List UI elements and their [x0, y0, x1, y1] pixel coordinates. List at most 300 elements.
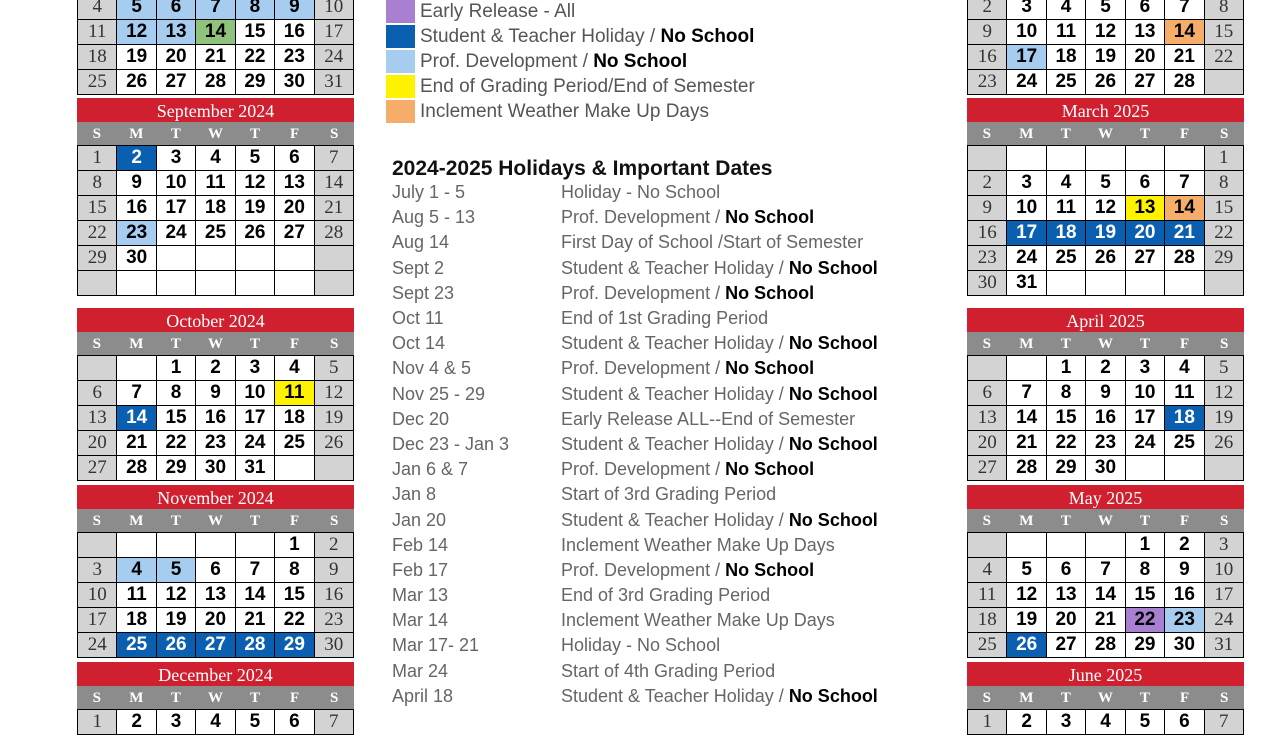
- holiday-row: [392, 331, 932, 356]
- day-cell: 9: [1165, 558, 1204, 583]
- day-cell: 24: [157, 221, 196, 246]
- holiday-date: Mar 17- 21: [392, 635, 480, 656]
- day-grid: [77, 355, 354, 481]
- weekday-label: T: [1140, 690, 1151, 706]
- holiday-text: Start of 4th Grading Period: [561, 660, 776, 681]
- day-cell: 24: [1205, 608, 1244, 633]
- legend-text: [420, 76, 755, 98]
- holiday-text: Prof. Development /: [561, 207, 726, 228]
- day-cell: 2: [315, 533, 354, 558]
- day-cell: 25: [1047, 70, 1086, 95]
- day-cell: [78, 271, 117, 296]
- day-cell: 13: [1126, 20, 1165, 45]
- holiday-description: [561, 308, 932, 329]
- day-cell: 19: [1086, 221, 1125, 246]
- month-calendar: [967, 308, 1244, 481]
- weekday-label: T: [1060, 336, 1071, 352]
- day-cell: 28: [196, 70, 235, 95]
- weekday-label: F: [290, 690, 300, 706]
- holiday-date: Aug 14: [392, 232, 450, 253]
- day-cell: 26: [315, 431, 354, 456]
- day-cell: 13: [275, 171, 314, 196]
- day-cell: 20: [1126, 45, 1165, 70]
- day-cell: 28: [117, 456, 156, 481]
- weekday-label: S: [982, 513, 991, 529]
- weekday-label: W: [1097, 513, 1113, 529]
- holiday-row: [392, 432, 932, 457]
- weekday-label: S: [982, 690, 991, 706]
- holiday-text: Inclement Weather Make Up Days: [561, 610, 835, 631]
- holiday-description: [561, 283, 932, 304]
- day-cell: 22: [275, 608, 314, 633]
- holiday-date: Mar 13: [392, 585, 449, 606]
- weekday-label: S: [330, 513, 339, 529]
- holiday-text: End of 3rd Grading Period: [561, 585, 771, 606]
- month-calendar: [77, 0, 354, 95]
- day-cell: [968, 356, 1007, 381]
- day-cell: 25: [196, 221, 235, 246]
- day-cell: [315, 246, 354, 271]
- weekday-label: F: [1180, 126, 1190, 142]
- day-cell: 23: [1086, 431, 1125, 456]
- holiday-date: Mar 24: [392, 660, 449, 681]
- day-cell: 12: [1086, 196, 1125, 221]
- day-cell: 3: [157, 146, 196, 171]
- day-cell: 17: [1126, 406, 1165, 431]
- day-cell: 27: [1047, 633, 1086, 658]
- holiday-row: [392, 558, 932, 583]
- day-cell: 18: [78, 45, 117, 70]
- holiday-date: July 1 - 5: [392, 182, 466, 203]
- day-cell: [1007, 533, 1046, 558]
- day-cell: 8: [157, 381, 196, 406]
- holiday-date: Mar 14: [392, 610, 449, 631]
- weekday-header: [77, 509, 354, 532]
- weekday-label: T: [170, 513, 181, 529]
- month-title: November 2024: [77, 485, 354, 509]
- holiday-description: [561, 484, 932, 505]
- day-cell: 8: [1126, 558, 1165, 583]
- day-cell: 27: [196, 633, 235, 658]
- day-cell: 26: [117, 70, 156, 95]
- day-cell: 19: [1007, 608, 1046, 633]
- day-cell: 8: [1205, 0, 1244, 20]
- holiday-text: Student & Teacher Holiday /: [561, 257, 789, 278]
- day-cell: 1: [275, 533, 314, 558]
- day-cell: 16: [315, 583, 354, 608]
- weekday-label: S: [330, 126, 339, 142]
- day-cell: 13: [78, 406, 117, 431]
- weekday-label: T: [250, 126, 261, 142]
- holiday-text: Student & Teacher Holiday /: [561, 685, 789, 706]
- holiday-text: Early Release ALL--End of Semester: [561, 408, 856, 429]
- day-cell: 28: [1165, 246, 1204, 271]
- day-cell: 27: [157, 70, 196, 95]
- weekday-label: W: [207, 690, 223, 706]
- day-cell: 3: [1007, 0, 1046, 20]
- holiday-description: [561, 232, 932, 253]
- day-cell: 23: [1165, 608, 1204, 633]
- day-cell: 26: [1086, 70, 1125, 95]
- holiday-description: [561, 409, 932, 430]
- day-cell: 21: [236, 608, 275, 633]
- day-cell: 23: [968, 70, 1007, 95]
- weekday-label: F: [290, 126, 300, 142]
- day-cell: [968, 533, 1007, 558]
- day-cell: 4: [1047, 171, 1086, 196]
- color-legend: [386, 0, 806, 124]
- day-cell: 18: [1047, 45, 1086, 70]
- month-title: October 2024: [77, 308, 354, 332]
- day-cell: [1086, 146, 1125, 171]
- holiday-bold: No School: [788, 333, 878, 354]
- holiday-description: [561, 258, 932, 279]
- day-cell: 25: [1047, 246, 1086, 271]
- day-cell: 7: [1205, 710, 1244, 735]
- day-cell: [196, 533, 235, 558]
- holiday-bold: No School: [725, 358, 815, 379]
- day-cell: 15: [236, 20, 275, 45]
- weekday-label: T: [1060, 126, 1071, 142]
- day-cell: 7: [1165, 0, 1204, 20]
- day-cell: 1: [968, 710, 1007, 735]
- day-cell: 21: [1007, 431, 1046, 456]
- day-grid: [967, 532, 1244, 658]
- day-cell: 19: [1205, 406, 1244, 431]
- day-cell: 25: [968, 633, 1007, 658]
- day-cell: 18: [196, 196, 235, 221]
- holiday-description: [561, 358, 932, 379]
- day-cell: [1086, 533, 1125, 558]
- day-cell: [315, 271, 354, 296]
- day-cell: 28: [315, 221, 354, 246]
- holiday-row: [392, 533, 932, 558]
- weekday-label: M: [129, 690, 144, 706]
- day-cell: 15: [275, 583, 314, 608]
- day-cell: 13: [196, 583, 235, 608]
- weekday-label: T: [1140, 336, 1151, 352]
- weekday-label: T: [250, 513, 261, 529]
- day-cell: 2: [1007, 710, 1046, 735]
- day-cell: 11: [1047, 196, 1086, 221]
- holiday-row: [392, 457, 932, 482]
- day-cell: 30: [1086, 456, 1125, 481]
- day-cell: [1126, 271, 1165, 296]
- day-cell: 10: [236, 381, 275, 406]
- day-cell: 6: [275, 146, 314, 171]
- day-cell: 2: [1165, 533, 1204, 558]
- holiday-date: Sept 2: [392, 257, 445, 278]
- day-cell: 15: [1047, 406, 1086, 431]
- holiday-text: Holiday - No School: [561, 182, 721, 203]
- day-cell: 10: [78, 583, 117, 608]
- day-cell: [1126, 146, 1165, 171]
- weekday-label: S: [92, 690, 101, 706]
- holiday-description: [561, 333, 932, 354]
- day-cell: 7: [117, 381, 156, 406]
- day-cell: 23: [968, 246, 1007, 271]
- day-cell: 20: [275, 196, 314, 221]
- day-cell: [968, 146, 1007, 171]
- holiday-date: Oct 11: [392, 308, 444, 329]
- day-cell: 5: [1126, 710, 1165, 735]
- day-cell: 12: [1007, 583, 1046, 608]
- weekday-label: M: [1019, 513, 1034, 529]
- weekday-label: M: [1019, 126, 1034, 142]
- day-cell: 2: [196, 356, 235, 381]
- day-cell: 18: [117, 608, 156, 633]
- legend-text: [420, 51, 687, 73]
- day-cell: 6: [196, 558, 235, 583]
- day-cell: 24: [1126, 431, 1165, 456]
- day-cell: 31: [236, 456, 275, 481]
- day-cell: 5: [157, 558, 196, 583]
- weekday-label: M: [129, 126, 144, 142]
- holiday-date: April 18: [392, 685, 454, 706]
- weekday-label: F: [290, 513, 300, 529]
- holiday-date: Oct 14: [392, 333, 446, 354]
- day-cell: 19: [236, 196, 275, 221]
- weekday-label: T: [170, 690, 181, 706]
- day-cell: 5: [1086, 171, 1125, 196]
- weekday-label: M: [1019, 336, 1034, 352]
- weekday-label: F: [1180, 513, 1190, 529]
- weekday-label: S: [1220, 513, 1229, 529]
- holidays-list: [392, 156, 932, 709]
- weekday-label: S: [1220, 690, 1229, 706]
- day-cell: 11: [117, 583, 156, 608]
- day-cell: 8: [1047, 381, 1086, 406]
- holiday-row: [392, 684, 932, 709]
- month-calendar: [967, 662, 1244, 735]
- day-cell: 16: [968, 45, 1007, 70]
- legend-text: [420, 101, 709, 123]
- day-cell: [1086, 271, 1125, 296]
- day-cell: 23: [275, 45, 314, 70]
- day-cell: 22: [1126, 608, 1165, 633]
- holiday-bold: No School: [788, 685, 878, 706]
- day-cell: 14: [236, 583, 275, 608]
- holiday-date: Jan 6 & 7: [392, 459, 469, 480]
- holiday-row: [392, 230, 932, 255]
- day-cell: 25: [117, 633, 156, 658]
- day-cell: 16: [1165, 583, 1204, 608]
- holiday-row: [392, 633, 932, 658]
- day-cell: 22: [1047, 431, 1086, 456]
- holiday-text: Holiday - No School: [561, 635, 721, 656]
- day-cell: 30: [275, 70, 314, 95]
- day-cell: 7: [1086, 558, 1125, 583]
- day-cell: [236, 533, 275, 558]
- day-cell: 5: [236, 710, 275, 735]
- weekday-label: W: [207, 336, 223, 352]
- month-title: March 2025: [967, 98, 1244, 122]
- legend-swatch: [386, 100, 415, 123]
- day-cell: 22: [1205, 221, 1244, 246]
- weekday-label: T: [250, 690, 261, 706]
- day-cell: 24: [1007, 246, 1046, 271]
- day-cell: [157, 246, 196, 271]
- holiday-text: Start of 3rd Grading Period: [561, 484, 777, 505]
- day-cell: 10: [1007, 20, 1046, 45]
- day-cell: [117, 533, 156, 558]
- day-cell: [196, 271, 235, 296]
- day-cell: 21: [196, 45, 235, 70]
- holiday-row: [392, 608, 932, 633]
- legend-swatch: [386, 0, 415, 23]
- day-cell: 26: [1205, 431, 1244, 456]
- weekday-label: W: [207, 126, 223, 142]
- holiday-description: [561, 560, 932, 581]
- holiday-text: Prof. Development /: [561, 459, 726, 480]
- holiday-description: [561, 661, 932, 682]
- day-cell: 31: [1007, 271, 1046, 296]
- day-cell: 8: [236, 0, 275, 20]
- day-cell: 9: [117, 171, 156, 196]
- day-cell: 19: [315, 406, 354, 431]
- weekday-label: M: [129, 336, 144, 352]
- day-cell: 23: [117, 221, 156, 246]
- day-cell: 27: [275, 221, 314, 246]
- day-cell: 4: [78, 0, 117, 20]
- weekday-label: W: [1097, 690, 1113, 706]
- weekday-label: S: [92, 513, 101, 529]
- holiday-row: [392, 180, 932, 205]
- day-cell: 20: [157, 45, 196, 70]
- day-grid: [77, 709, 354, 735]
- legend-swatch: [386, 25, 415, 48]
- day-cell: 9: [968, 20, 1007, 45]
- day-cell: 13: [968, 406, 1007, 431]
- day-cell: 29: [236, 70, 275, 95]
- holiday-description: [561, 585, 932, 606]
- day-cell: 24: [78, 633, 117, 658]
- day-cell: 12: [117, 20, 156, 45]
- weekday-label: S: [92, 126, 101, 142]
- legend-label: End of Grading Period/End of Semester: [420, 75, 755, 97]
- weekday-header: [77, 122, 354, 145]
- legend-item: [386, 49, 806, 74]
- day-cell: [1205, 456, 1244, 481]
- day-cell: 30: [196, 456, 235, 481]
- day-cell: 5: [1086, 0, 1125, 20]
- holiday-date: Dec 20: [392, 408, 450, 429]
- legend-swatch: [386, 50, 415, 73]
- holiday-date: Nov 25 - 29: [392, 383, 486, 404]
- day-cell: 16: [1086, 406, 1125, 431]
- holiday-bold: No School: [788, 509, 878, 530]
- day-cell: 14: [1007, 406, 1046, 431]
- holiday-text: Inclement Weather Make Up Days: [561, 534, 835, 555]
- day-cell: 29: [157, 456, 196, 481]
- holiday-description: [561, 384, 932, 405]
- day-cell: 7: [315, 710, 354, 735]
- day-cell: [275, 456, 314, 481]
- day-cell: [275, 271, 314, 296]
- holiday-text: End of 1st Grading Period: [561, 308, 769, 329]
- day-cell: 21: [315, 196, 354, 221]
- day-cell: 5: [1205, 356, 1244, 381]
- holiday-description: [561, 434, 932, 455]
- day-cell: 6: [78, 381, 117, 406]
- day-cell: 29: [1047, 456, 1086, 481]
- day-cell: 1: [78, 146, 117, 171]
- holiday-row: [392, 356, 932, 381]
- day-cell: 17: [157, 196, 196, 221]
- day-cell: 28: [1165, 70, 1204, 95]
- weekday-label: W: [1097, 336, 1113, 352]
- day-cell: 4: [117, 558, 156, 583]
- day-cell: 15: [1126, 583, 1165, 608]
- weekday-label: T: [170, 336, 181, 352]
- month-title: April 2025: [967, 308, 1244, 332]
- day-cell: 22: [236, 45, 275, 70]
- day-cell: 1: [1126, 533, 1165, 558]
- day-cell: [1047, 146, 1086, 171]
- day-cell: [1165, 146, 1204, 171]
- day-cell: 4: [196, 146, 235, 171]
- day-cell: 3: [1126, 356, 1165, 381]
- day-cell: 22: [157, 431, 196, 456]
- day-cell: 24: [1007, 70, 1046, 95]
- holiday-description: [561, 535, 932, 556]
- holidays-title: 2024-2025 Holidays & Important Dates: [392, 157, 773, 180]
- day-cell: 6: [275, 710, 314, 735]
- legend-bold: No School: [593, 50, 688, 72]
- day-cell: 26: [157, 633, 196, 658]
- day-cell: [275, 246, 314, 271]
- month-calendar: [967, 0, 1244, 95]
- day-cell: 16: [196, 406, 235, 431]
- day-cell: 8: [1205, 171, 1244, 196]
- day-cell: 19: [1086, 45, 1125, 70]
- day-cell: 14: [1165, 196, 1204, 221]
- day-cell: 11: [275, 381, 314, 406]
- legend-text: [420, 1, 575, 23]
- day-cell: 11: [1165, 381, 1204, 406]
- day-cell: [1007, 356, 1046, 381]
- holiday-row: [392, 482, 932, 507]
- month-title: December 2024: [77, 662, 354, 686]
- weekday-header: [77, 332, 354, 355]
- day-cell: 23: [315, 608, 354, 633]
- day-cell: 29: [1126, 633, 1165, 658]
- day-cell: 17: [1007, 45, 1046, 70]
- day-cell: [1047, 271, 1086, 296]
- day-cell: 10: [1126, 381, 1165, 406]
- day-cell: [236, 246, 275, 271]
- day-cell: 11: [1047, 20, 1086, 45]
- day-cell: [236, 271, 275, 296]
- day-cell: 7: [1007, 381, 1046, 406]
- legend-bold: No School: [660, 25, 755, 47]
- legend-label: Inclement Weather Make Up Days: [420, 100, 709, 122]
- weekday-label: T: [1140, 513, 1151, 529]
- day-cell: 1: [78, 710, 117, 735]
- day-cell: 23: [196, 431, 235, 456]
- holiday-row: [392, 407, 932, 432]
- day-cell: 20: [1126, 221, 1165, 246]
- day-cell: 8: [275, 558, 314, 583]
- day-grid: [967, 709, 1244, 735]
- day-cell: 19: [117, 45, 156, 70]
- day-cell: 3: [1007, 171, 1046, 196]
- day-cell: 29: [275, 633, 314, 658]
- holiday-bold: No School: [788, 257, 878, 278]
- weekday-label: F: [1180, 336, 1190, 352]
- day-cell: 18: [275, 406, 314, 431]
- day-cell: 21: [1165, 45, 1204, 70]
